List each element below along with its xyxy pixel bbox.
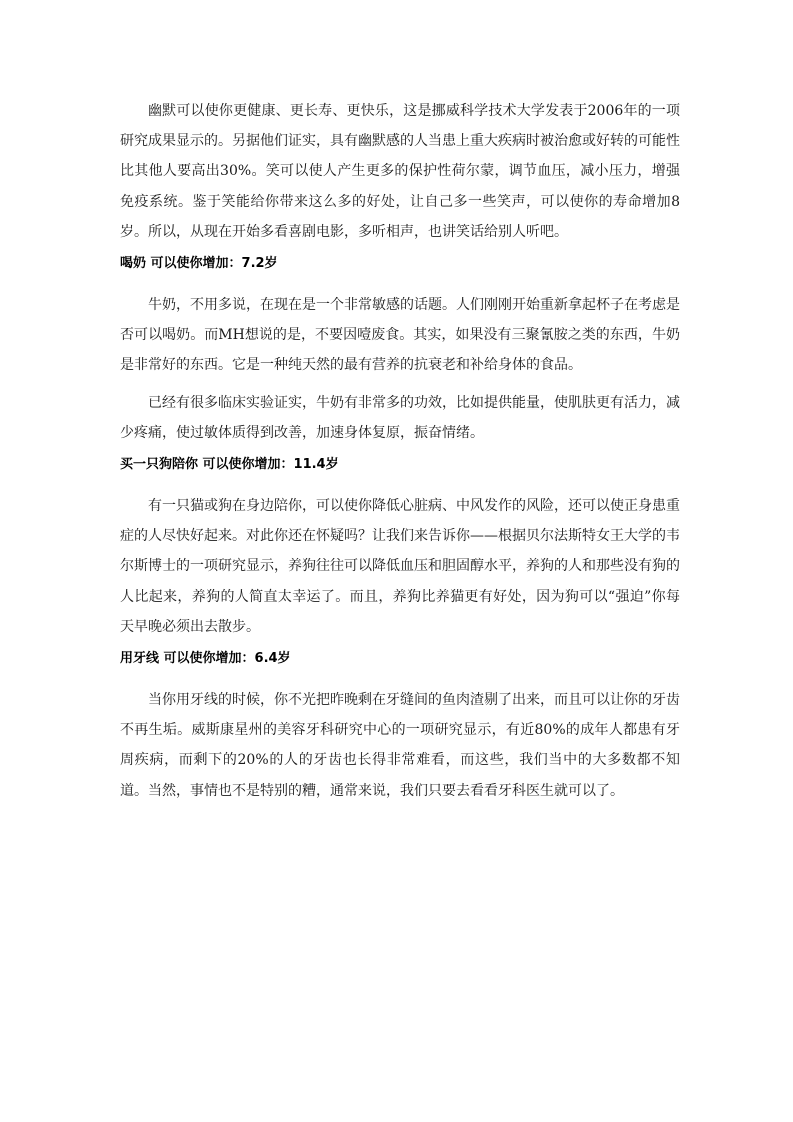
paragraph-dog-1: 有一只猫或狗在身边陪你，可以使你降低心脏病、中风发作的风险，还可以使正身患重症的人尽快好起来。对此你还在怀疑吗？让我们来告诉你——根据贝尔法斯特女王大学的韦尔斯博士的一项研究显示，养狗往往可以降低血压和胆固醇水平，养狗的人和那些没有狗的人比起来，养狗的人简直太幸运了。而且，养狗比养猫更有好处，因为狗可以“强迫”你每天早晚必须出去散步。 — [120, 498, 680, 635]
paragraph-milk-1: 牛奶，不用多说，在现在是一个非常敏感的话题。人们刚刚开始重新拿起杯子在考虑是否可以喝奶。而MH想说的是，不要因噎废食。其实，如果没有三聚氰胺之类的东西，牛奶是非常好的东西。它是一种纯天然的最有营养的抗衰老和补给身体的食品。 — [120, 297, 680, 374]
paragraph-milk-2: 已经有很多临床实验证实，牛奶有非常多的功效，比如提供能量，使肌肤更有活力，减少疼痛，使过敏体质得到改善，加速身体复原，振奋情绪。 — [120, 394, 680, 441]
section-dog — [120, 455, 680, 642]
section-heading-floss: 用牙线 可以使你增加：6.4岁 — [120, 651, 291, 667]
paragraph-floss-1: 当你用牙线的时候，你不光把昨晚剩在牙缝间的鱼肉渣剔了出来，而且可以让你的牙齿不再生垢。威斯康星州的美容牙科研究中心的一项研究显示，有近80%的成年人都患有牙周疾病，而剩下的20%的人的牙齿也长得非常难看，而这些，我们当中的大多数都不知道。当然，事情也不是特别的糟，通常来说，我们只要去看看牙科医生就可以了。 — [120, 692, 680, 799]
intro-paragraph: 幽默可以使你更健康、更长寿、更快乐，这是挪威科学技术大学发表于2006年的一项研究成果显示的。另据他们证实，具有幽默感的人当患上重大疾病时被治愈或好转的可能性比其他人要高出30%。笑可以使人产生更多的保护性荷尔蒙，调节血压，减小压力，增强免疫系统。鉴于笑能给你带来这么多的好处，让自己多一些笑声，可以使你的寿命增加8岁。所以，从现在开始多看喜剧电影，多听相声，也讲笑话给别人听吧。 — [120, 103, 680, 240]
section-heading-dog: 买一只狗陪你 可以使你增加：11.4岁 — [120, 457, 339, 473]
document-page — [120, 96, 680, 813]
section-heading-milk: 喝奶 可以使你增加：7.2岁 — [120, 256, 278, 272]
section-floss — [120, 649, 680, 806]
section-milk — [120, 254, 680, 448]
